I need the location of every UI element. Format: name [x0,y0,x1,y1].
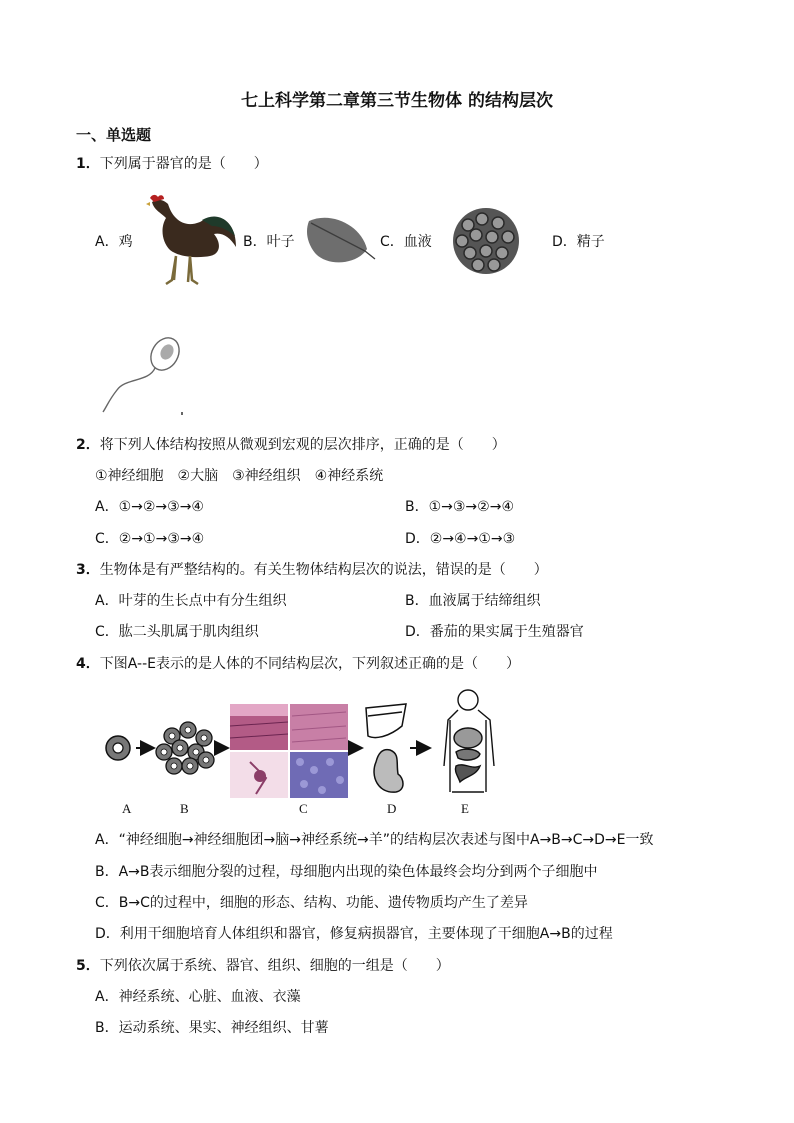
page-title: 七上科学第二章第三节生物体 的结构层次 [241,91,553,111]
option-a: A．①→②→③→④ [95,499,204,515]
question-number: 4． [76,656,100,672]
question-number: 5． [76,958,100,974]
figure-label-b: B [180,801,189,816]
figure-label-c: C [299,801,308,816]
section-heading: 一、单选题 [76,126,152,144]
option-b: B．A→B表示细胞分裂的过程，母细胞内出现的染色体最终会均分到两个子细胞中 [95,864,598,880]
question-number: 3． [76,562,100,578]
question-2 [76,436,506,454]
sperm-image [95,332,187,418]
option-b: B．运动系统、果实、神经组织、甘薯 [95,1020,329,1036]
option-b: B．叶子 [243,234,295,250]
option-c: C．B→C的过程中，细胞的形态、结构、功能、遗传物质均产生了差异 [95,895,528,911]
question-4 [76,655,520,673]
human-body-drawing [444,690,494,792]
option-a: A．鸡 [95,234,133,250]
question-stem: 下列依次属于系统、器官、组织、细胞的一组是（ ） [99,958,450,974]
question-3 [76,561,548,579]
question-1 [76,155,268,173]
option-a: A．神经系统、心脏、血液、衣藻 [95,989,301,1005]
question-stem: 将下列人体结构按照从微观到宏观的层次排序，正确的是（ ） [99,437,506,453]
figure-label-e: E [461,801,469,816]
option-b: B．①→③→②→④ [405,499,514,515]
structure-levels-figure [100,686,510,800]
option-a: A．“神经细胞→神经细胞团→脑→神经系统→羊”的结构层次表述与图中A→B→C→D→E一致 [95,832,654,848]
question-stem: 生物体是有严整结构的。有关生物体结构层次的说法，错误的是（ ） [99,562,548,578]
question-items: ①神经细胞 ②大脑 ③神经组织 ④神经系统 [95,468,384,484]
option-d: D．精子 [552,234,605,250]
tissue-images [230,704,348,798]
figure-label-d: D [387,801,397,816]
option-d: D．利用干细胞培育人体组织和器官，修复病损器官，主要体现了干细胞A→B的过程 [95,926,613,942]
option-d: D．番茄的果实属于生殖器官 [405,624,584,640]
option-c: C．肱二头肌属于肌肉组织 [95,624,259,640]
single-cell-drawing [106,736,130,760]
rooster-image [140,192,240,288]
organ-drawings [366,704,406,792]
option-c: C．血液 [380,234,432,250]
question-5 [76,957,450,975]
option-d: D．②→④→①→③ [405,531,516,547]
question-number: 1． [76,156,100,172]
figure-label-a: A [122,801,132,816]
question-stem: 下图A--E表示的是人体的不同结构层次，下列叙述正确的是（ ） [99,656,520,672]
leaf-image [305,215,377,267]
question-number: 2． [76,437,100,453]
option-a: A．叶芽的生长点中有分生组织 [95,593,287,609]
question-stem: 下列属于器官的是（ ） [99,156,268,172]
blood-cells-image [452,207,520,275]
option-c: C．②→①→③→④ [95,531,205,547]
option-b: B．血液属于结缔组织 [405,593,541,609]
